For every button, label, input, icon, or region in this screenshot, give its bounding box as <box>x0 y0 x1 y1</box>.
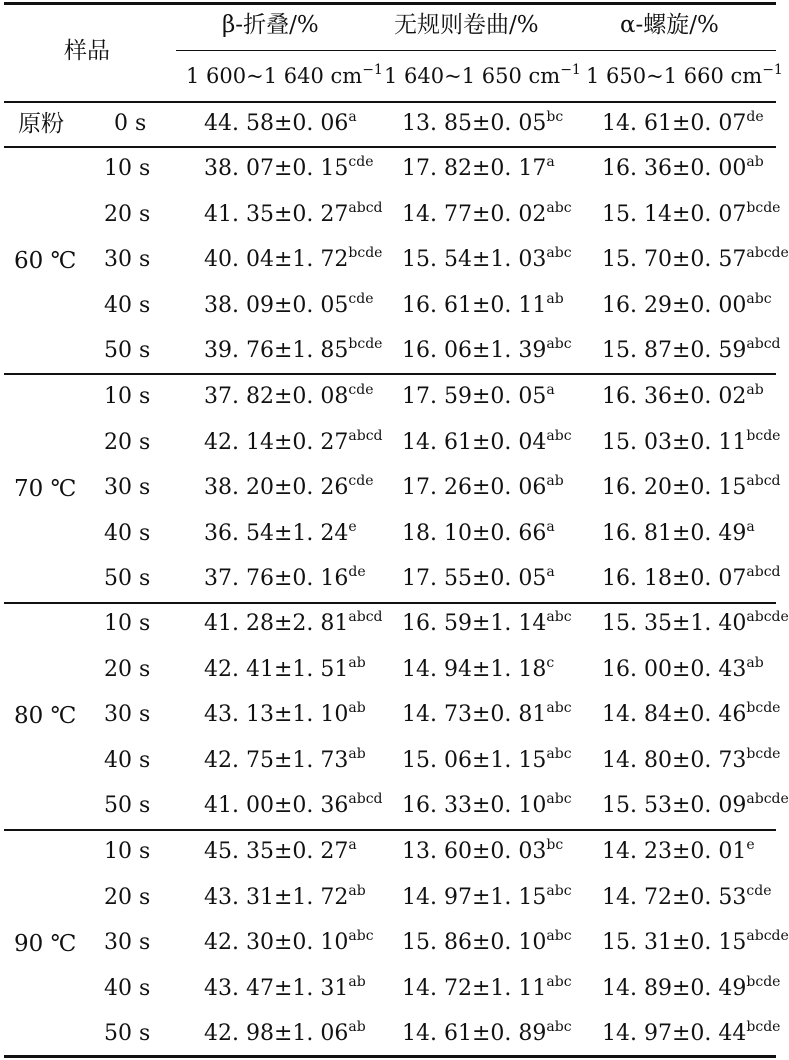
random-value-cell: 16. 59±1. $14^{abc}$ <box>402 609 572 636</box>
col-beta-range: 1 600~1 640 $cm^{-1}$ <box>186 62 383 88</box>
random-value-cell: 14. 73±0. $81^{abc}$ <box>402 700 572 727</box>
time-cell: 10 s <box>104 156 151 181</box>
control-alpha: 14. 61±0. 07de <box>602 109 764 136</box>
alpha-value-cell: 15. 70±0. $57^{abcde}$ <box>602 245 789 272</box>
alpha-value-cell: 14. 89±0. $49^{bcde}$ <box>602 974 781 1001</box>
random-value-cell: 15. 06±1. $15^{abc}$ <box>402 746 572 773</box>
time-cell: 40 s <box>104 293 151 318</box>
alpha-value-cell: 15. 87±0. $59^{abcd}$ <box>602 336 781 363</box>
control-group-label: 原粉 <box>18 111 64 137</box>
time-cell: 20 s <box>104 202 151 227</box>
alpha-value-cell: 14. 97±0. $44^{bcde}$ <box>602 1019 781 1046</box>
alpha-value-cell: 16. 00±0. $43^{ab}$ <box>602 655 764 682</box>
random-value-cell: 14. 77±0. $02^{abc}$ <box>402 200 572 227</box>
time-cell: 30 s <box>104 930 151 955</box>
time-cell: 20 s <box>104 885 151 910</box>
col-alpha-header: α-螺旋/% <box>620 12 719 38</box>
random-value-cell: 15. 54±1. $03^{abc}$ <box>402 245 572 272</box>
beta-value-cell: 40. 04±1. $72^{bcde}$ <box>204 245 383 272</box>
time-cell: 50 s <box>104 338 151 363</box>
beta-value-cell: 42. 75±1. $73^{ab}$ <box>204 746 366 773</box>
beta-value-cell: 42. 14±0. $27^{abcd}$ <box>204 428 383 455</box>
beta-value-cell: 42. 41±1. $51^{ab}$ <box>204 655 366 682</box>
alpha-value-cell: 15. 14±0. $07^{bcde}$ <box>602 200 781 227</box>
group-80-rule <box>4 829 776 831</box>
time-cell: 50 s <box>104 1021 151 1046</box>
beta-value-cell: 36. 54±1. 24e <box>204 519 357 546</box>
top-rule <box>4 2 776 5</box>
alpha-value-cell: 14. 80±0. $73^{bcde}$ <box>602 746 781 773</box>
group-label-60: 60 ℃ <box>14 248 77 274</box>
time-cell: 20 s <box>104 657 151 682</box>
time-cell: 30 s <box>104 247 151 272</box>
time-cell: 50 s <box>104 793 151 818</box>
sample-header: 样品 <box>64 38 110 64</box>
random-value-cell: 16. 33±0. $10^{abc}$ <box>402 791 572 818</box>
beta-value-cell: 38. 20±0. $26^{cde}$ <box>204 473 374 500</box>
beta-value-cell: 39. 76±1. $85^{bcde}$ <box>204 336 383 363</box>
time-cell: 40 s <box>104 521 151 546</box>
alpha-value-cell: 16. 81±0. 49$^a$ <box>602 519 755 546</box>
col-random-header: 无规则卷曲/% <box>394 12 539 38</box>
group-label-80: 80 ℃ <box>14 703 77 729</box>
alpha-value-cell: 16. 20±0. $15^{abcd}$ <box>602 473 781 500</box>
random-value-cell: 16. 06±1. $39^{abc}$ <box>402 336 572 363</box>
alpha-value-cell: 16. 36±0. $00^{ab}$ <box>602 154 764 181</box>
time-cell: 50 s <box>104 566 151 591</box>
beta-value-cell: 42. 98±1. $06^{ab}$ <box>204 1019 366 1046</box>
group-60-rule <box>4 373 776 375</box>
col-random-range: 1 640~1 650 $cm^{-1}$ <box>384 62 581 88</box>
alpha-value-cell: 14. 84±0. $46^{bcde}$ <box>602 700 781 727</box>
beta-value-cell: 43. 47±1. $31^{ab}$ <box>204 974 366 1001</box>
beta-value-cell: 45. 35±0. 27$^a$ <box>204 837 357 864</box>
beta-value-cell: 37. 76±0. 16de <box>204 564 366 591</box>
random-value-cell: 17. 26±0. $06^{ab}$ <box>402 473 564 500</box>
alpha-value-cell: 16. 29±0. $00^{abc}$ <box>602 291 772 318</box>
beta-value-cell: 38. 07±0. $15^{cde}$ <box>204 154 374 181</box>
alpha-value-cell: 15. 31±0. $15^{abcde}$ <box>602 928 789 955</box>
random-value-cell: 14. 94±1. 18$^c$ <box>402 655 555 682</box>
alpha-value-cell: 15. 35±1. $40^{abcde}$ <box>602 609 789 636</box>
alpha-value-cell: 16. 36±0. $02^{ab}$ <box>602 382 764 409</box>
alpha-value-cell: 15. 53±0. $09^{abcde}$ <box>602 791 789 818</box>
bottom-rule <box>4 1055 776 1058</box>
beta-value-cell: 41. 28±2. $81^{abcd}$ <box>204 609 383 636</box>
group-70-rule <box>4 602 776 604</box>
beta-value-cell: 41. 00±0. $36^{abcd}$ <box>204 791 383 818</box>
time-cell: 10 s <box>104 839 151 864</box>
header-sub-rule <box>176 50 776 51</box>
beta-value-cell: 43. 31±1. $72^{ab}$ <box>204 883 366 910</box>
col-beta-header: β-折叠/% <box>222 12 319 38</box>
beta-value-cell: 43. 13±1. $10^{ab}$ <box>204 700 366 727</box>
random-value-cell: 17. 82±0. 17$^a$ <box>402 154 555 181</box>
time-cell: 10 s <box>104 611 151 636</box>
random-value-cell: 13. 60±0. $03^{bc}$ <box>402 837 564 864</box>
random-value-cell: 14. 72±1. $11^{abc}$ <box>402 974 572 1001</box>
alpha-value-cell: 16. 18±0. $07^{abcd}$ <box>602 564 781 591</box>
header-rule <box>4 101 776 103</box>
random-value-cell: 17. 55±0. 05$^a$ <box>402 564 555 591</box>
control-time: 0 s <box>114 111 147 136</box>
random-value-cell: 14. 97±1. $15^{abc}$ <box>402 883 572 910</box>
col-alpha-range: 1 650~1 660 $cm^{-1}$ <box>586 62 783 88</box>
beta-value-cell: 41. 35±0. $27^{abcd}$ <box>204 200 383 227</box>
control-random: 13. 85±0. $05^{bc}$ <box>402 109 564 136</box>
time-cell: 40 s <box>104 748 151 773</box>
alpha-value-cell: 15. 03±0. $11^{bcde}$ <box>602 428 781 455</box>
random-value-cell: 18. 10±0. 66$^a$ <box>402 519 555 546</box>
random-value-cell: 16. 61±0. $11^{ab}$ <box>402 291 564 318</box>
control-rule <box>4 146 776 148</box>
control-beta: 44. 58±0. 06$^a$ <box>204 109 357 136</box>
random-value-cell: 17. 59±0. 05$^a$ <box>402 382 555 409</box>
random-value-cell: 15. 86±0. $10^{abc}$ <box>402 928 572 955</box>
random-value-cell: 14. 61±0. $04^{abc}$ <box>402 428 572 455</box>
beta-value-cell: 37. 82±0. $08^{cde}$ <box>204 382 374 409</box>
group-label-90: 90 ℃ <box>14 931 77 957</box>
time-cell: 40 s <box>104 976 151 1001</box>
time-cell: 20 s <box>104 430 151 455</box>
alpha-value-cell: 14. 23±0. 01e <box>602 837 755 864</box>
random-value-cell: 14. 61±0. $89^{abc}$ <box>402 1019 572 1046</box>
alpha-value-cell: 14. 72±0. $53^{cde}$ <box>602 883 772 910</box>
group-label-70: 70 ℃ <box>14 476 77 502</box>
time-cell: 30 s <box>104 475 151 500</box>
beta-value-cell: 38. 09±0. $05^{cde}$ <box>204 291 374 318</box>
time-cell: 10 s <box>104 384 151 409</box>
beta-value-cell: 42. 30±0. $10^{abc}$ <box>204 928 374 955</box>
time-cell: 30 s <box>104 702 151 727</box>
